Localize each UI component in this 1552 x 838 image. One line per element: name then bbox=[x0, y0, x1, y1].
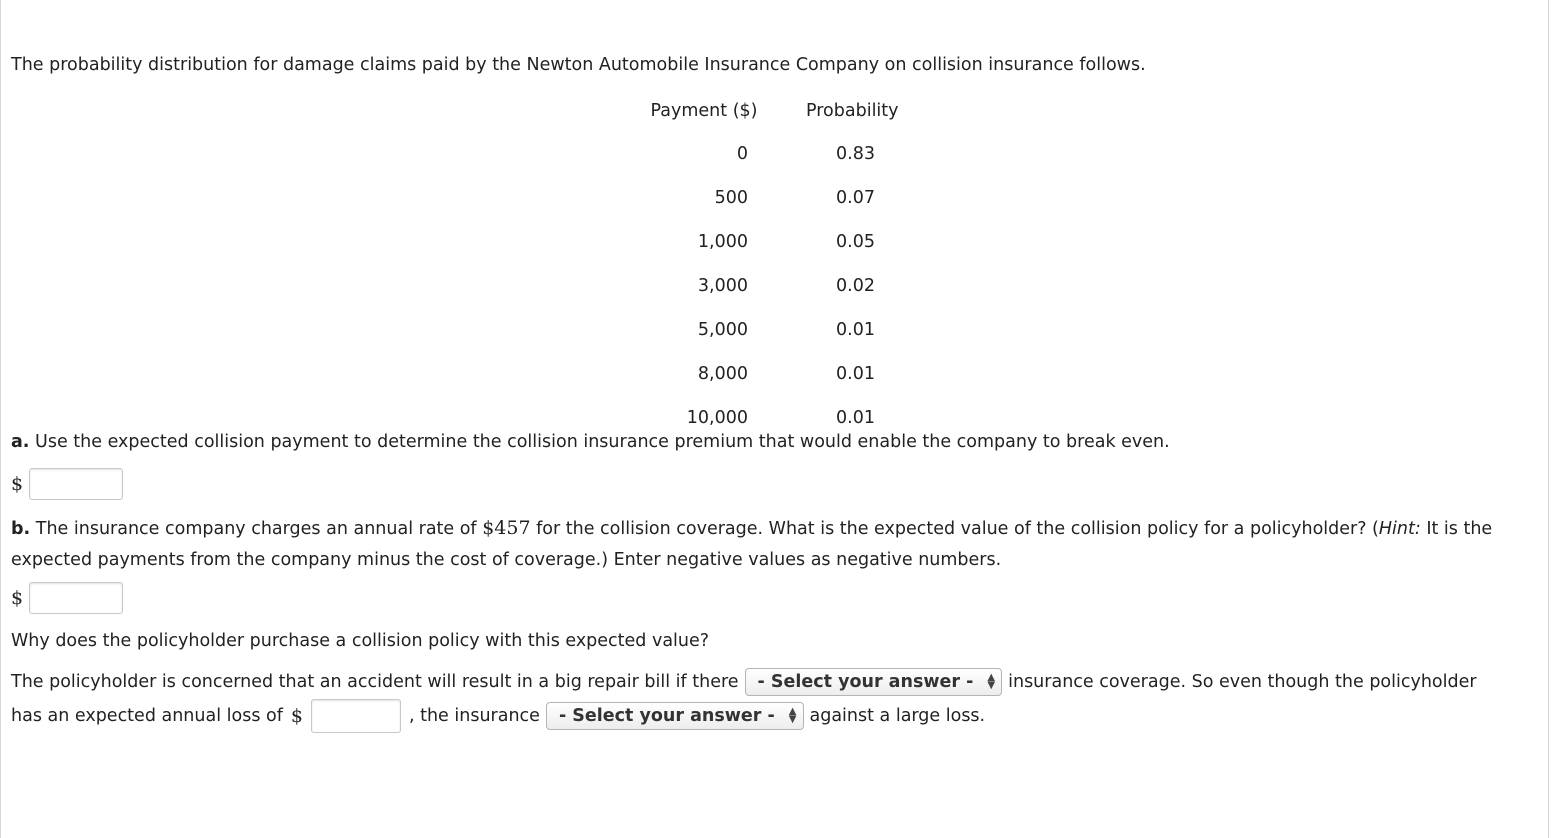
payment-header: Payment ($) bbox=[650, 101, 758, 121]
hint-label: Hint: bbox=[1378, 519, 1421, 539]
currency-symbol: $ bbox=[290, 705, 303, 727]
table-row bbox=[642, 220, 940, 264]
table-row bbox=[642, 308, 940, 352]
part-b-text-after: for the collision coverage. What is the expected value of the collision policy for a policyholder? ( bbox=[536, 519, 1379, 539]
why-line1-after: insurance coverage. So even though the policyholder bbox=[1008, 672, 1477, 692]
select-arrows-icon: ▲ ▼ bbox=[987, 672, 996, 691]
table-row bbox=[642, 176, 940, 220]
payment-cell: 1,000 bbox=[697, 232, 748, 252]
why-line-1 bbox=[11, 668, 1477, 696]
probability-cell: 0.01 bbox=[836, 320, 875, 340]
payment-cell: 0 bbox=[736, 144, 748, 164]
insurance-select-value: - Select your answer - bbox=[558, 706, 775, 726]
payment-cell: 5,000 bbox=[697, 320, 748, 340]
coverage-select-value: - Select your answer - bbox=[757, 672, 974, 692]
select-arrows-icon: ▲ ▼ bbox=[788, 706, 797, 725]
part-a-text: Use the expected collision payment to determine the collision insurance premium that would enable the company to break even. bbox=[35, 432, 1170, 452]
table-row bbox=[642, 352, 940, 396]
part-a-question bbox=[11, 432, 1170, 452]
part-b-label: b. bbox=[11, 519, 31, 539]
why-line2-before: has an expected annual loss of bbox=[11, 706, 283, 726]
probability-cell: 0.01 bbox=[836, 364, 875, 384]
coverage-select[interactable] bbox=[745, 668, 1003, 696]
insurance-select[interactable] bbox=[546, 702, 804, 730]
part-b-answer-row bbox=[11, 582, 123, 614]
why-question: Why does the policyholder purchase a collision policy with this expected value? bbox=[11, 631, 710, 651]
why-line2-after: against a large loss. bbox=[809, 706, 986, 726]
probability-cell: 0.05 bbox=[836, 232, 875, 252]
payment-cell: 8,000 bbox=[697, 364, 748, 384]
probability-cell: 0.02 bbox=[836, 276, 875, 296]
probability-cell: 0.83 bbox=[836, 144, 875, 164]
why-line2-mid: , the insurance bbox=[408, 706, 540, 726]
annual-rate: $457 bbox=[482, 517, 531, 539]
part-b-text-before: The insurance company charges an annual rate of bbox=[35, 519, 477, 539]
currency-symbol: $ bbox=[11, 473, 24, 495]
payment-cell: 10,000 bbox=[686, 408, 748, 428]
probability-header: Probability bbox=[806, 101, 899, 121]
expected-loss-input[interactable] bbox=[311, 699, 401, 733]
probability-cell: 0.01 bbox=[836, 408, 875, 428]
probability-table bbox=[642, 90, 940, 440]
part-a-answer-row bbox=[11, 468, 123, 500]
part-b-question bbox=[11, 513, 1545, 576]
probability-cell: 0.07 bbox=[836, 188, 875, 208]
why-line1-before: The policyholder is concerned that an accident will result in a big repair bill if there bbox=[11, 672, 739, 692]
table-row bbox=[642, 132, 940, 176]
why-line-2 bbox=[11, 699, 985, 733]
hint-text: It is the expected payments from the company minus the cost of coverage.) Enter negative values as negative numbers. bbox=[11, 519, 1493, 570]
currency-symbol: $ bbox=[11, 587, 24, 609]
part-b-answer-input[interactable] bbox=[29, 582, 123, 614]
table-row bbox=[642, 264, 940, 308]
part-a-label: a. bbox=[11, 432, 30, 452]
payment-cell: 3,000 bbox=[697, 276, 748, 296]
payment-cell: 500 bbox=[714, 188, 748, 208]
table-header-row bbox=[642, 90, 940, 132]
intro-text: The probability distribution for damage claims paid by the Newton Automobile Insurance Company on collision insurance follows. bbox=[11, 55, 1146, 75]
part-a-answer-input[interactable] bbox=[29, 468, 123, 500]
